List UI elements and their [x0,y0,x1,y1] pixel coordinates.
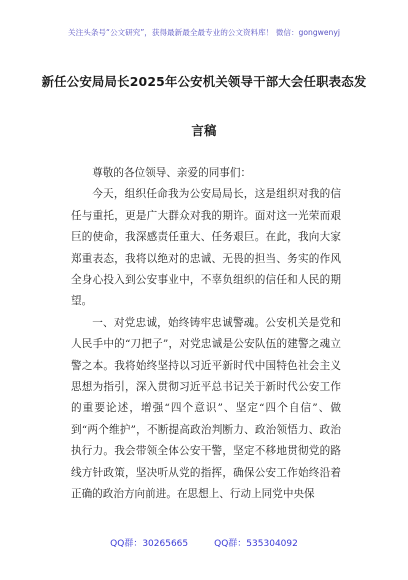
footer-qq-group-2: QQ群：535304092 [214,539,298,549]
document-title-line-2: 言稿 [191,123,217,138]
document-body [71,163,341,506]
paragraph-1: 今天，组织任命我为公安局局长，这是组织对我的信任与重托，更是广大群众对我的期许。面对这一光荣而艰巨的使命，我深感责任重大、任务艰巨。在此，我向大家郑重表态，我将以绝对的忠诚、无畏的担当、务实的作风全身心投入到公安事业中，不辜负组织的信任和人民的期望。 [71,188,341,308]
greeting: 尊敬的各位领导、亲爱的同事们： [92,167,252,179]
footer-contacts [0,536,408,549]
document-title-line-1: 新任公安局局长2025年公安机关领导干部大会任职表态发 [41,74,367,89]
footer-qq-group-1: QQ群：30265665 [110,539,189,549]
promo-banner: 关注头条号“公文研究”，获得最新最全最专业的公文资料库！ 微信：gongwenyj [68,28,340,37]
paragraph-2: 一、对党忠诚，始终铸牢忠诚警魂。公安机关是党和人民手中的“刀把子”，对党忠诚是公安队伍的建警之魂立警之本。我将始终坚持以习近平新时代中国特色社会主义思想为指引，深入贯彻习近平总书记关于新时代公安工作的重要论述，增强“四个意识”、坚定“四个自信”、做到“两个维护”，不断提高政治判断力、政治领悟力、政治执行力。我会带领全体公安干警，坚定不移地贯彻党的路线方针政策，坚决听从党的指挥，确保公安工作始终沿着正确的政治方向前进。在思想上、行动上同党中央保 [71,316,341,501]
